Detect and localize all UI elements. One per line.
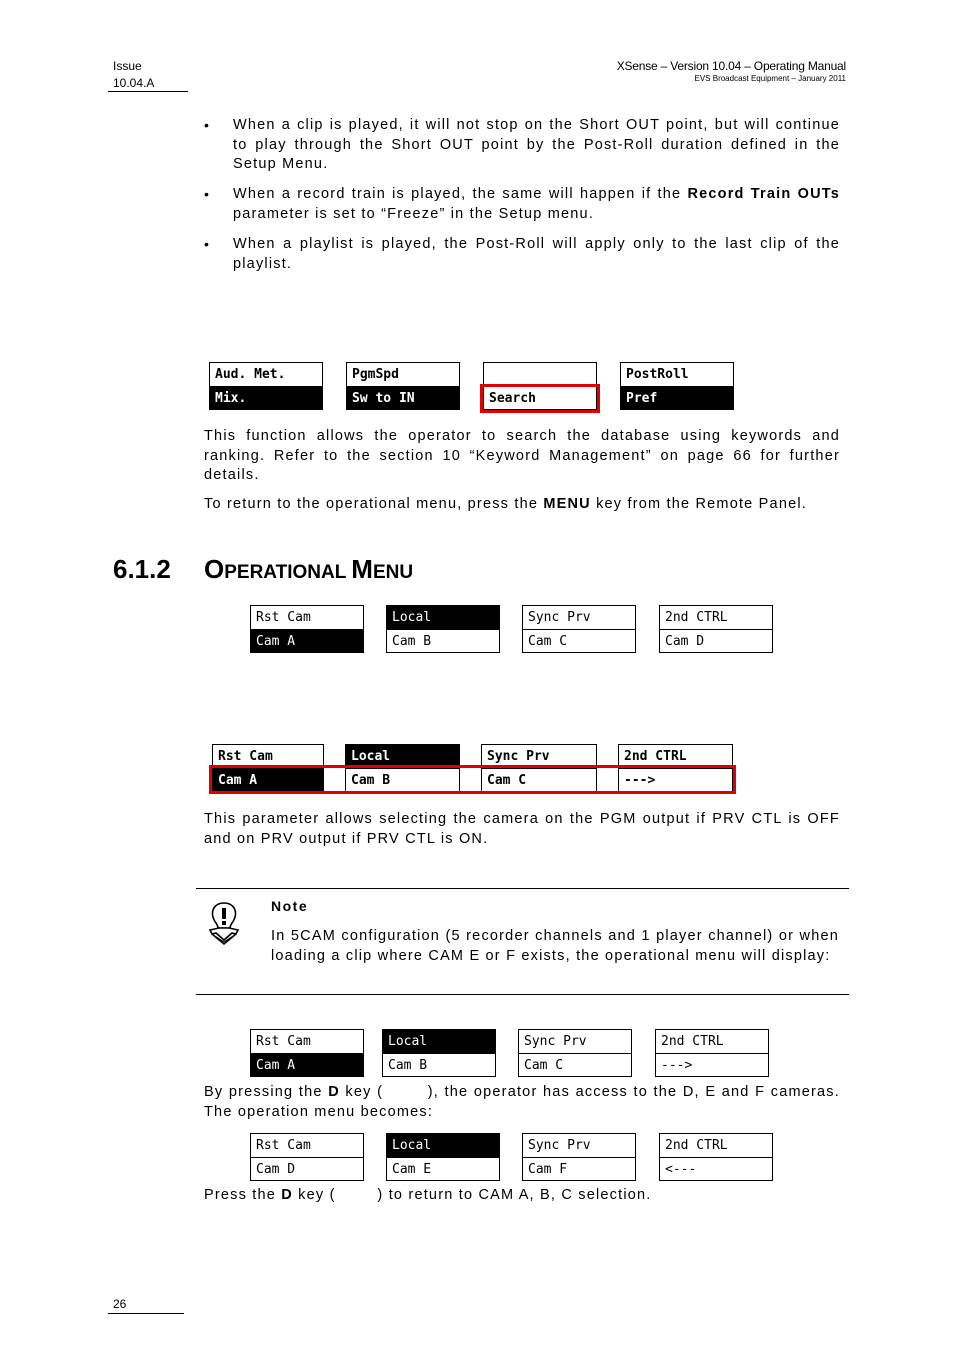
footer-rule [108,1313,184,1314]
op2-key-local: Local Cam B [345,744,460,792]
note-title: Note [271,898,309,914]
section-title: OPERATIONAL MENU [204,554,414,584]
camera-row-highlight-box [209,765,736,794]
warning-hand-icon [206,900,242,946]
search-description: This function allows the operator to search the database using keywords and ranking. Refer to the section 10 “Keyword Management” on page 66 for further details. [204,428,840,483]
menu-key-term: MENU [543,496,591,512]
op2-key-rst-cam: Rst Cam Cam A [212,744,324,792]
section-heading [113,552,413,590]
bullet-3: When a playlist is played, the Post-Roll will apply only to the last clip of the playlist. [233,236,840,272]
bullet-symbol: • [204,186,209,202]
page-number: 26 [113,1297,127,1311]
op3-key-rst-cam: Rst Cam Cam A [250,1029,364,1077]
record-train-outs-term: Record Train OUTs [687,186,840,202]
section-number: 6.1.2 [113,554,171,584]
menu-key-search: Search [483,362,597,410]
op4-key-local: Local Cam E [386,1133,500,1181]
op-key-2nd-ctrl: 2nd CTRL Cam D [659,605,773,653]
manual-title: XSense – Version 10.04 – Operating Manual [616,59,846,73]
op3-key-2nd-ctrl: 2nd CTRL ---> [655,1029,769,1077]
op3-key-sync-prv: Sync Prv Cam C [518,1029,632,1077]
return-to-menu-text: To return to the operational menu, press the MENU key from the Remote Panel. [204,496,807,512]
parameter-description: This parameter allows selecting the camera on the PGM output if PRV CTL is OFF and on PRV output if PRV CTL is ON. [204,811,840,847]
op-key-rst-cam: Rst Cam Cam A [250,605,364,653]
menu-key-postroll: PostRoll Pref [620,362,734,410]
note-text: In 5CAM configuration (5 recorder channels and 1 player channel) or when loading a clip where CAM E or F exists, the operational menu will display: [271,928,839,964]
issue-number: 10.04.A [113,76,155,90]
menu-key-aud-met: Aud. Met. Mix. [209,362,323,410]
publisher-line: EVS Broadcast Equipment – January 2011 [694,74,846,83]
return-d-text: Press the D key ( ) to return to CAM A, B, C selection. [204,1187,652,1203]
issue-label: Issue [113,59,142,73]
op4-key-sync-prv: Sync Prv Cam F [522,1133,636,1181]
header-rule-left [108,91,188,92]
op3-key-local: Local Cam B [382,1029,496,1077]
note-top-rule [196,888,849,889]
d-key-term: D [281,1187,293,1203]
op-key-local: Local Cam B [386,605,500,653]
press-d-text: By pressing the D key ( ), the operator has access to the D, E and F cameras. The operation menu becomes: [204,1084,845,1120]
bullet-symbol: • [204,236,209,252]
d-key-term: D [328,1084,340,1100]
op4-key-rst-cam: Rst Cam Cam D [250,1133,364,1181]
note-bottom-rule [196,994,849,995]
bullet-2: When a record train is played, the same will happen if the Record Train OUTs parameter is set to “Freeze” in the Setup menu. [233,186,840,222]
op2-key-sync-prv: Sync Prv Cam C [481,744,597,792]
menu-key-pgmspd: PgmSpd Sw to IN [346,362,460,410]
op2-key-2nd-ctrl: 2nd CTRL ---> [618,744,733,792]
bullet-symbol: • [204,117,209,133]
op-key-sync-prv: Sync Prv Cam C [522,605,636,653]
search-highlight-box [480,384,600,413]
op4-key-2nd-ctrl: 2nd CTRL <--- [659,1133,773,1181]
bullet-1: When a clip is played, it will not stop on the Short OUT point, but will continue to play through the Short OUT point by the Post-Roll duration defined in the Setup Menu. [233,117,840,172]
